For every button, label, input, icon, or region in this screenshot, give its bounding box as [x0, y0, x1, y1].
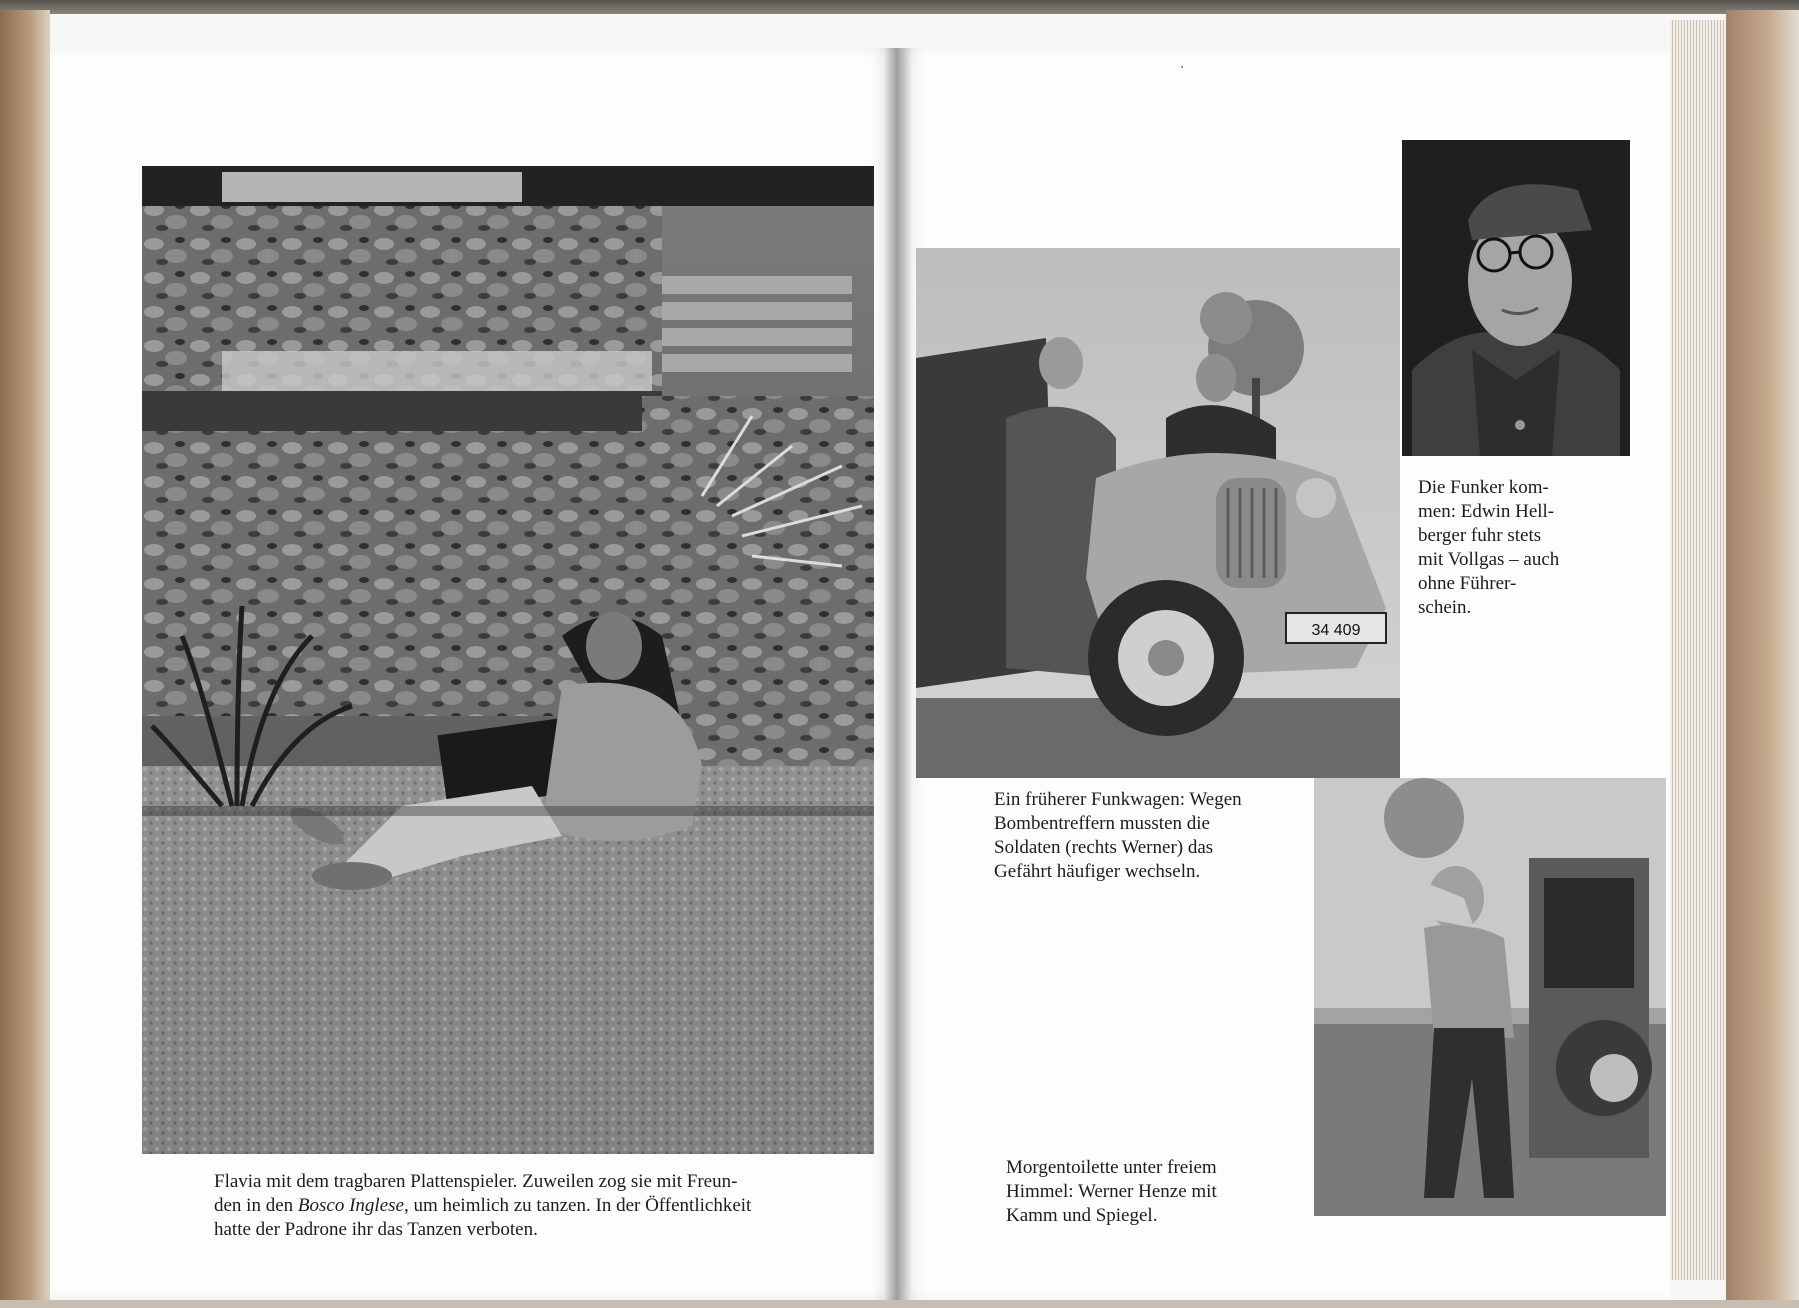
caption-radio-car — [994, 788, 1294, 884]
photo-soldier-portrait — [1402, 140, 1630, 456]
photo-morning-toilet-image — [1314, 778, 1666, 1216]
caption-flavia-line-2: den in den Bosco Inglese, um heimlich zu tanzen. In der Öffentlichkeit — [214, 1195, 752, 1216]
caption-soldier-line-6: schein. — [1418, 597, 1472, 618]
scan-bottom-edge — [0, 1300, 1799, 1308]
caption-soldier-line-3: berger fuhr stets — [1418, 525, 1542, 546]
caption-soldier-portrait — [1418, 476, 1598, 620]
caption-flavia — [214, 1170, 814, 1242]
caption-radio-car-line-4: Gefährt häufiger wechseln. — [994, 861, 1201, 882]
caption-flavia-place-name: Bosco Inglese — [297, 1195, 404, 1216]
photo-woman-stone-wall — [142, 166, 874, 1154]
caption-radio-car-line-3: Soldaten (rechts Werner) das — [994, 837, 1214, 858]
photo-morning-toilet — [1314, 778, 1666, 1216]
caption-flavia-line-3: hatte der Padrone ihr das Tanzen verboten. — [214, 1219, 538, 1240]
caption-soldier-line-2: men: Edwin Hell- — [1418, 501, 1555, 522]
caption-morning-line-1: Morgentoilette unter freiem — [1006, 1157, 1217, 1178]
caption-soldier-line-4: mit Vollgas – auch — [1418, 549, 1560, 570]
caption-flavia-line-1: Flavia mit dem tragbaren Plattenspieler. Zuweilen zog sie mit Freun- — [214, 1171, 738, 1192]
caption-radio-car-line-2: Bombentreffern mussten die — [994, 813, 1210, 834]
photo-woman-stone-wall-image — [142, 166, 874, 1154]
scan-speck: ‧ — [1180, 61, 1185, 76]
caption-morning-line-2: Himmel: Werner Henze mit — [1006, 1181, 1217, 1202]
caption-morning-line-3: Kamm und Spiegel. — [1006, 1205, 1158, 1226]
book-cover-right — [1726, 10, 1799, 1300]
book-gutter — [884, 48, 912, 1300]
photo-radio-car — [916, 248, 1400, 778]
license-plate: 34 409 — [1311, 622, 1361, 639]
photo-radio-car-image — [916, 248, 1400, 778]
book-cover-left — [0, 10, 50, 1300]
page-edges — [1670, 20, 1726, 1280]
photo-soldier-portrait-image — [1402, 140, 1630, 456]
caption-soldier-line-5: ohne Führer- — [1418, 573, 1517, 594]
scan-top-edge — [0, 0, 1799, 14]
caption-radio-car-line-1: Ein früherer Funkwagen: Wegen — [994, 789, 1242, 810]
caption-morning-toilet — [1006, 1156, 1266, 1228]
caption-soldier-line-1: Die Funker kom- — [1418, 477, 1549, 498]
